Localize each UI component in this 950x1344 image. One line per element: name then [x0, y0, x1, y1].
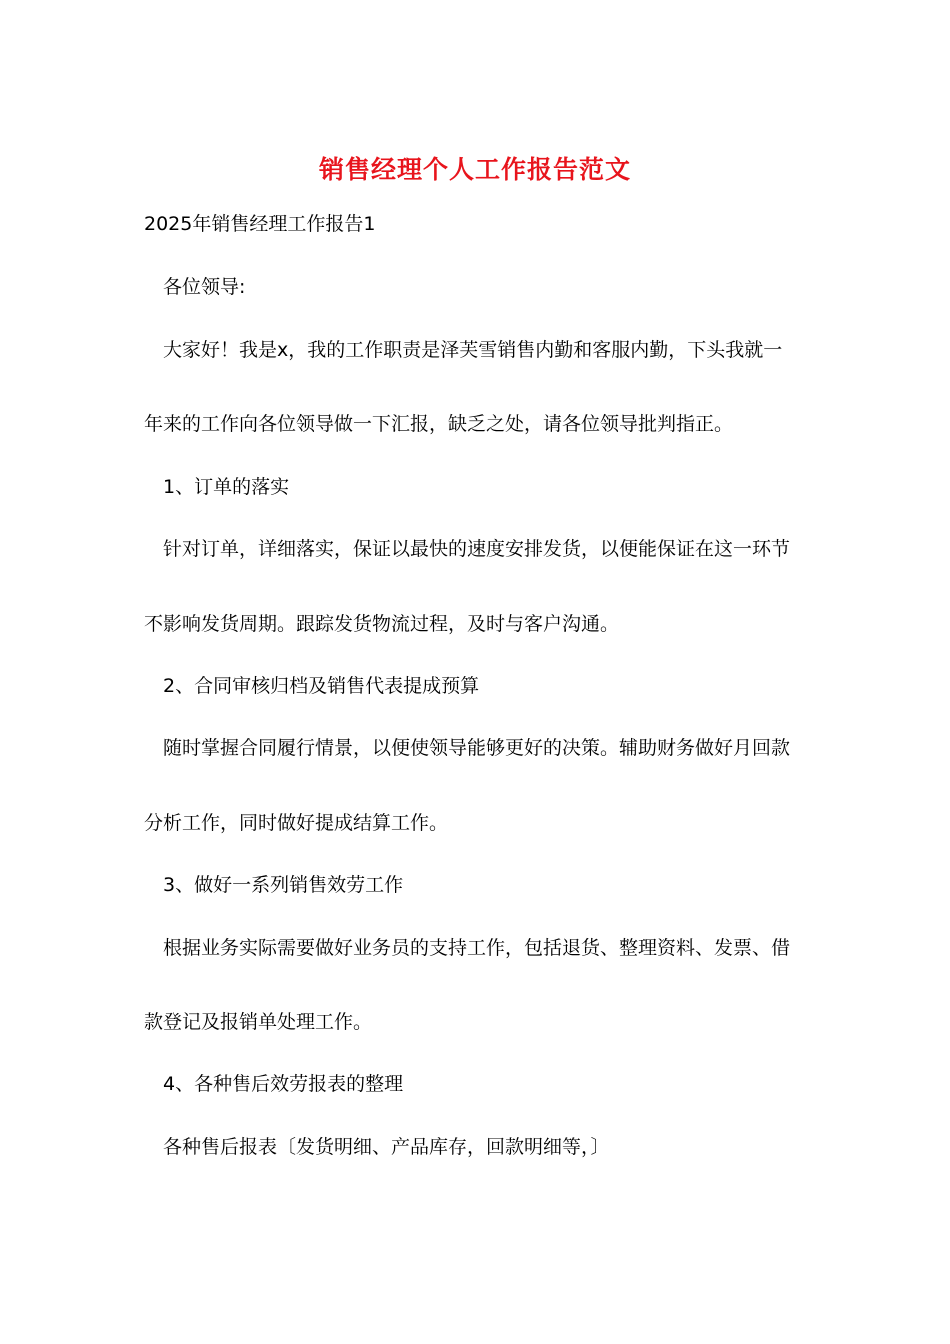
- paragraph-line: 年来的工作向各位领导做一下汇报，缺乏之处，请各位领导批判指正。: [144, 413, 734, 435]
- section-heading: 1、订单的落实: [163, 476, 290, 498]
- section-heading: 4、各种售后效劳报表的整理: [163, 1073, 404, 1095]
- document-title: 销售经理个人工作报告范文: [318, 155, 631, 184]
- paragraph-line: 各种售后报表〔发货明细、产品库存，回款明细等，〕: [163, 1136, 610, 1158]
- section-heading: 2、合同审核归档及销售代表提成预算: [163, 675, 480, 697]
- section-heading: 3、做好一系列销售效劳工作: [163, 874, 404, 896]
- paragraph-line: 款登记及报销单处理工作。: [144, 1011, 373, 1033]
- report-subtitle: 2025年销售经理工作报告1: [144, 213, 376, 235]
- paragraph-line: 随时掌握合同履行情景，以便使领导能够更好的决策。辅助财务做好月回款: [163, 737, 791, 759]
- salutation: 各位领导:: [163, 276, 246, 298]
- paragraph-line: 不影响发货周期。跟踪发货物流过程，及时与客户沟通。: [144, 613, 620, 635]
- paragraph-line: 大家好！我是x，我的工作职责是泽芙雪销售内勤和客服内勤，下头我就一: [163, 339, 783, 361]
- paragraph-line: 分析工作，同时做好提成结算工作。: [144, 812, 449, 834]
- paragraph-line: 根据业务实际需要做好业务员的支持工作，包括退货、整理资料、发票、借: [163, 937, 791, 959]
- paragraph-line: 针对订单，详细落实，保证以最快的速度安排发货，以便能保证在这一环节: [163, 538, 791, 560]
